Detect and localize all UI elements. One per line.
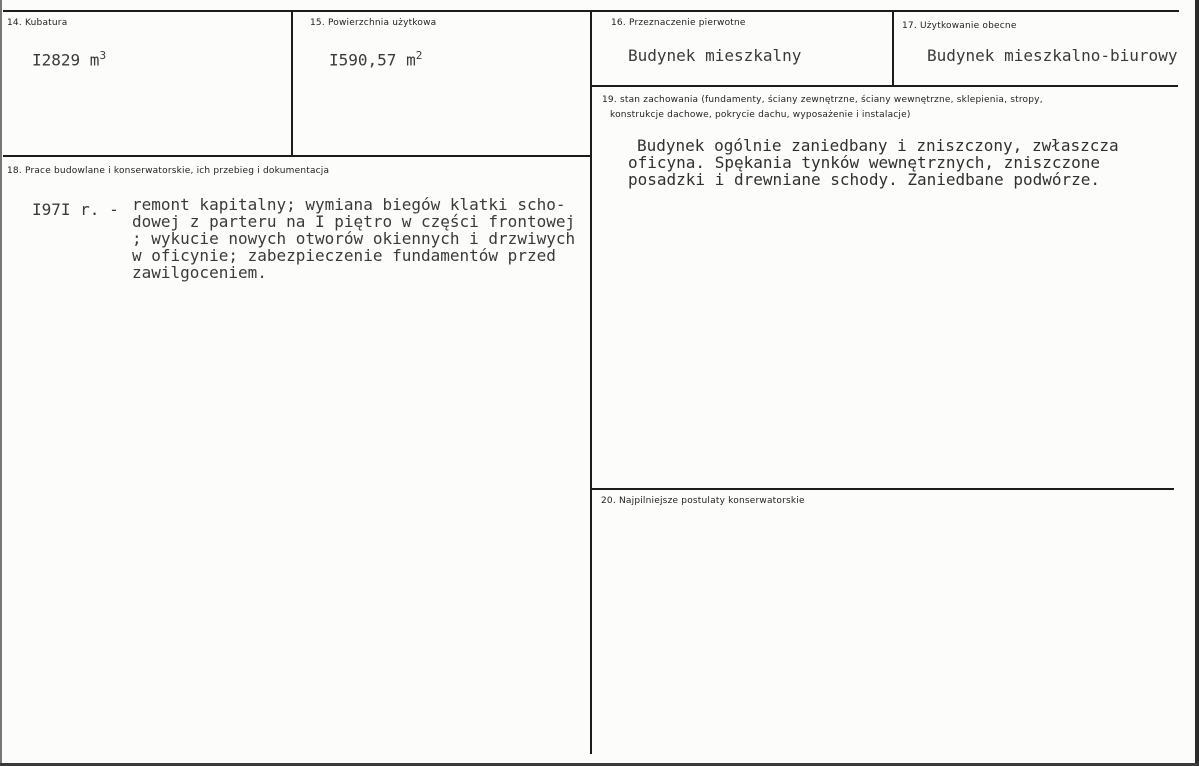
divider-14-15 (291, 10, 293, 156)
field-18-line: zawilgoceniem. (132, 263, 267, 282)
field-17-label: 17. Użytkowanie obecne (902, 21, 1017, 31)
field-18-line: ; wykucie nowych otworów okiennych i drzwiwych (132, 229, 576, 248)
field-18-line: w oficynie; zabezpieczenie fundamentów przed (132, 246, 556, 265)
field-16-label: 16. Przeznaczenie pierwotne (611, 18, 746, 28)
field-18-line: remont kapitalny; wymiana biegów klatki scho- (132, 195, 566, 214)
field-18-line: dowej z parteru na I piętro w części frontowej (132, 212, 576, 231)
field-15-value (329, 47, 422, 68)
field-18-label: 18. Prace budowlane i konserwatorskie, ich przebieg i dokumentacja (7, 166, 330, 176)
main-vertical-divider (590, 10, 592, 754)
field-15-label: 15. Powierzchnia użytkowa (310, 18, 437, 28)
cubature-unit-exponent: 3 (99, 49, 107, 62)
card-right-edge (1195, 0, 1199, 766)
card-left-edge (0, 0, 2, 766)
line-under-16-17 (592, 85, 1178, 87)
field-19-line: oficyna. Spękania tynków wewnętrznych, zniszczone (628, 153, 1101, 172)
field-14-label: 14. Kubatura (7, 18, 68, 28)
field-19-line: Budynek ogólnie zaniedbany i zniszczony, zwłaszcza (637, 136, 1119, 155)
area-unit-exponent: 2 (415, 49, 423, 62)
field-18-year: I97I r. - (32, 200, 119, 219)
cubature-value: I2829 m (32, 50, 100, 70)
field-19-label-line-1: 19. stan zachowania (fundamenty, ściany zewnętrzne, ściany wewnętrzne, sklepienia, stropy, (602, 95, 1043, 105)
usable-area-value: I590,57 m (329, 50, 416, 70)
field-19-label-line-2: konstrukcje dachowe, pokrycie dachu, wyposażenie i instalacje) (610, 110, 911, 120)
field-20-label: 20. Najpilniejsze postulaty konserwatorskie (601, 496, 805, 506)
field-19-line: posadzki i drewniane schody. Zaniedbane podwórze. (628, 170, 1101, 189)
field-17-value: Budynek mieszkalno-biurowy (927, 46, 1178, 65)
field-14-value (32, 47, 106, 68)
field-16-value: Budynek mieszkalny (628, 46, 802, 65)
line-under-14-15 (3, 155, 591, 157)
divider-16-17 (892, 10, 894, 86)
line-under-19 (592, 488, 1174, 490)
